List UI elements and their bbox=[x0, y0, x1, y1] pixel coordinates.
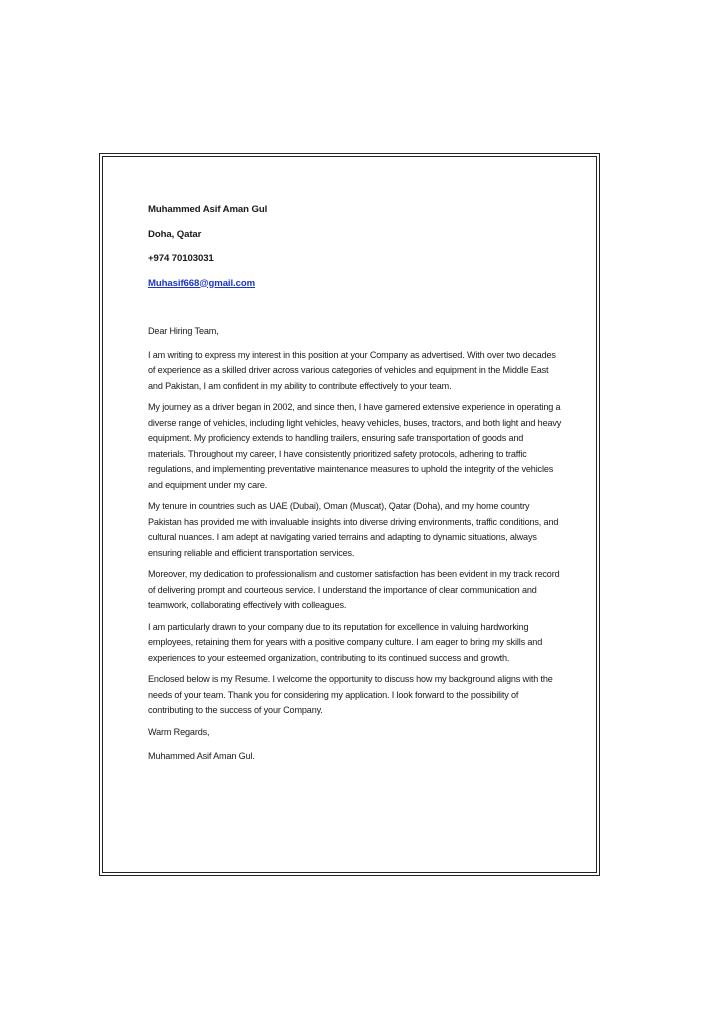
cover-letter bbox=[148, 203, 563, 770]
document-page bbox=[99, 153, 600, 876]
sender-name: Muhammed Asif Aman Gul bbox=[148, 204, 268, 215]
sender-phone: +974 70103031 bbox=[148, 253, 214, 264]
salutation: Dear Hiring Team, bbox=[148, 325, 219, 336]
paragraph-intro: I am writing to express my interest in this position at your Company as advertised. With over two decades of experience as a skilled driver across various categories of vehicles and equipment in the Middle East and Pakistan, I am confident in my ability to contribute effectively to your team. bbox=[148, 349, 556, 391]
paragraph-professionalism: Moreover, my dedication to professionalism and customer satisfaction has been evident in my track record of delivering prompt and courteous service. I understand the importance of clear communication and teamwork, collaborating effectively with colleagues. bbox=[148, 569, 560, 610]
signature: Muhammed Asif Aman Gul. bbox=[148, 750, 255, 761]
paragraph-motivation: I am particularly drawn to your company due to its reputation for excellence in valuing hardworking employees, retaining them for years with a positive company culture. I am eager to bring my skills and experiences to your esteemed organization, contributing to its continued success and growth. bbox=[148, 621, 543, 663]
paragraph-enclosure: Enclosed below is my Resume. I welcome the opportunity to discuss how my background aligns with the needs of your team. Thank you for considering my application. I look forward to the possibility of contributing to the success of your Company. bbox=[148, 674, 553, 715]
closing: Warm Regards, bbox=[148, 726, 210, 737]
sender-location: Doha, Qatar bbox=[148, 228, 202, 240]
paragraph-countries: My tenure in countries such as UAE (Dubai), Oman (Muscat), Qatar (Doha), and my home country Pakistan has provided me with invaluable insights into diverse driving environments, traffic conditions, and cultural nuances. I am adept at navigating varied terrains and adapting to dynamic situations, always ensuring reliable and efficient transportation services. bbox=[148, 501, 559, 558]
paragraph-experience: My journey as a driver began in 2002, and since then, I have garnered extensive experience in operating a diverse range of vehicles, including light vehicles, heavy vehicles, buses, tractors, and both light and heavy equipment. My proficiency extends to handling trailers, ensuring safe transportation of goods and materials. Throughout my career, I have consistently prioritized safety protocols, adhering to traffic regulations, and implementing preventative maintenance measures to uphold the integrity of the vehicles and equipment under my care. bbox=[148, 402, 562, 490]
sender-email-link[interactable]: Muhasif668@gmail.com bbox=[148, 277, 256, 289]
